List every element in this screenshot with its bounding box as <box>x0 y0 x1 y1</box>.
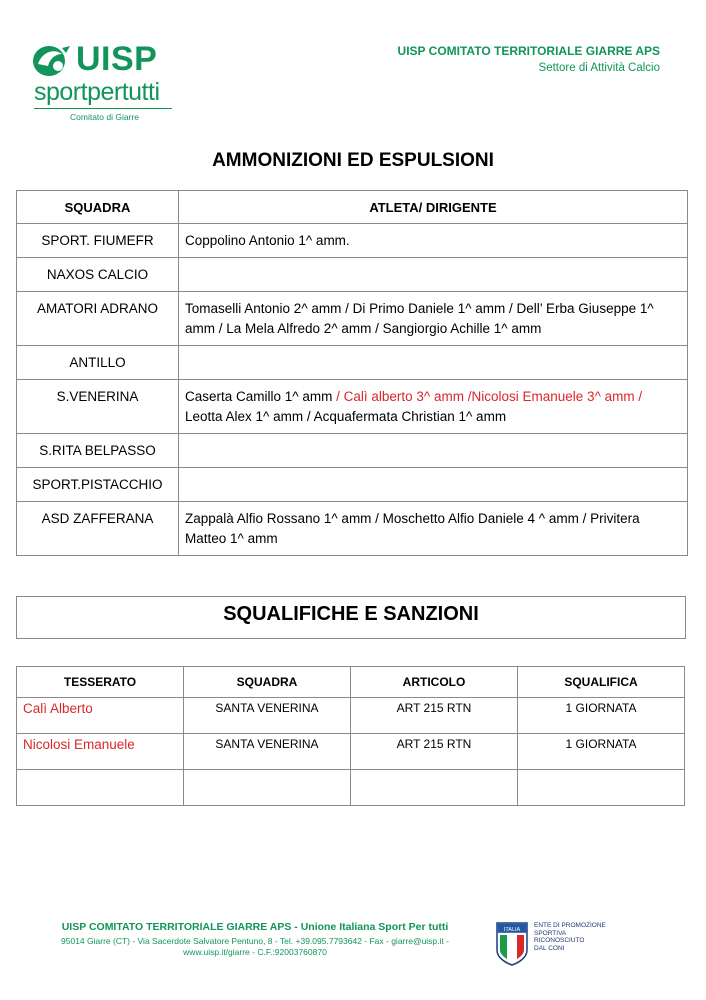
logo-tagline: sportpertutti <box>34 78 160 106</box>
column-header-squalifica: SQUALIFICA <box>518 667 685 698</box>
org-name: UISP COMITATO TERRITORIALE GIARRE APS <box>397 44 660 58</box>
table-header-row <box>17 191 688 224</box>
logo-word: UISP <box>76 40 158 78</box>
team-cell: ASD ZAFFERANA <box>17 502 179 556</box>
athletes-text: Coppolino Antonio 1^ amm. <box>185 233 350 248</box>
uisp-emblem-icon <box>32 44 72 78</box>
coni-recognition-text <box>534 922 614 952</box>
athletes-text: Zappalà Alfio Rossano 1^ amm / Moschetto Alfio Daniele 4 ^ amm / Privitera Matteo 1^ amm <box>185 511 640 546</box>
squalifiche-table <box>16 666 685 806</box>
team-cell: SPORT.PISTACCHIO <box>17 468 179 502</box>
team-cell: S.VENERINA <box>17 380 179 434</box>
highlighted-athletes-text: / Calì alberto 3^ amm /Nicolosi Emanuele 3^ amm / <box>332 389 643 404</box>
squadra-cell <box>184 770 351 806</box>
athletes-cell <box>179 258 688 292</box>
squalifica-cell <box>518 770 685 806</box>
athletes-text: Leotta Alex 1^ amm / Acquafermata Christian 1^ amm <box>185 409 507 424</box>
table-row <box>17 734 685 770</box>
column-header-squadra: SQUADRA <box>184 667 351 698</box>
table-row <box>17 434 688 468</box>
coni-text-line: DAL CONI <box>534 944 565 952</box>
table-row <box>17 258 688 292</box>
table-row <box>17 380 688 434</box>
team-cell: ANTILLO <box>17 346 179 380</box>
squadra-cell: SANTA VENERINA <box>184 734 351 770</box>
coni-text-line: SPORTIVA <box>534 929 567 937</box>
team-cell: NAXOS CALCIO <box>17 258 179 292</box>
logo-comitato: Comitato di Giarre <box>70 112 139 122</box>
athletes-cell <box>179 434 688 468</box>
squadra-cell: SANTA VENERINA <box>184 698 351 734</box>
athletes-text: Tomaselli Antonio 2^ amm / Di Primo Daniele 1^ amm / Dell’ Erba Giuseppe 1^ amm / La Mela Alfredo 2^ amm / Sangiorgio Achille 1^ amm <box>185 301 654 336</box>
table-row <box>17 502 688 556</box>
tesserato-cell: Calì Alberto <box>17 698 184 734</box>
athletes-cell <box>179 346 688 380</box>
squalifiche-title: SQUALIFICHE E SANZIONI <box>223 603 479 625</box>
athletes-cell <box>179 380 688 434</box>
articolo-cell: ART 215 RTN <box>351 734 518 770</box>
italia-shield-icon <box>496 922 528 966</box>
articolo-cell: ART 215 RTN <box>351 698 518 734</box>
table-header-row <box>17 667 685 698</box>
team-cell: AMATORI ADRANO <box>17 292 179 346</box>
shield-label: ITALIA <box>503 927 521 933</box>
coni-text-line: ENTE DI PROMOZIONE <box>534 922 606 929</box>
table-row <box>17 770 685 806</box>
table-row <box>17 292 688 346</box>
uisp-logo <box>32 42 174 126</box>
athletes-text: Caserta Camillo 1^ amm <box>185 389 333 404</box>
tesserato-cell <box>17 770 184 806</box>
ammonizioni-table <box>16 190 688 556</box>
column-header-atleta: ATLETA/ DIRIGENTE <box>179 191 688 224</box>
athletes-cell <box>179 292 688 346</box>
table-row <box>17 468 688 502</box>
tesserato-cell: Nicolosi Emanuele <box>17 734 184 770</box>
org-sector: Settore di Attività Calcio <box>538 62 660 74</box>
table-row <box>17 698 685 734</box>
coni-text-line: RICONOSCIUTO <box>534 937 585 944</box>
squalifiche-title-box <box>16 596 686 639</box>
team-cell: S.RITA BELPASSO <box>17 434 179 468</box>
team-cell: SPORT. FIUMEFR <box>17 224 179 258</box>
athletes-cell <box>179 224 688 258</box>
footer-address-line: 95014 Giarre (CT) - Via Sacerdote Salvatore Pentuno, 8 - Tel. +39.095.7793642 - Fax - giarre@uisp.it - www.uisp.it/giarre - C.F.:92003760870 <box>61 936 449 957</box>
squalifica-cell: 1 GIORNATA <box>518 734 685 770</box>
column-header-articolo: ARTICOLO <box>351 667 518 698</box>
ammonizioni-title: AMMONIZIONI ED ESPULSIONI <box>212 150 494 171</box>
column-header-squadra: SQUADRA <box>17 191 179 224</box>
logo-divider <box>34 108 172 109</box>
table-row <box>17 224 688 258</box>
athletes-cell <box>179 502 688 556</box>
squalifica-cell: 1 GIORNATA <box>518 698 685 734</box>
articolo-cell <box>351 770 518 806</box>
column-header-tesserato: TESSERATO <box>17 667 184 698</box>
athletes-cell <box>179 468 688 502</box>
footer-org-line: UISP COMITATO TERRITORIALE GIARRE APS - Unione Italiana Sport Per tutti <box>61 921 449 933</box>
table-row <box>17 346 688 380</box>
